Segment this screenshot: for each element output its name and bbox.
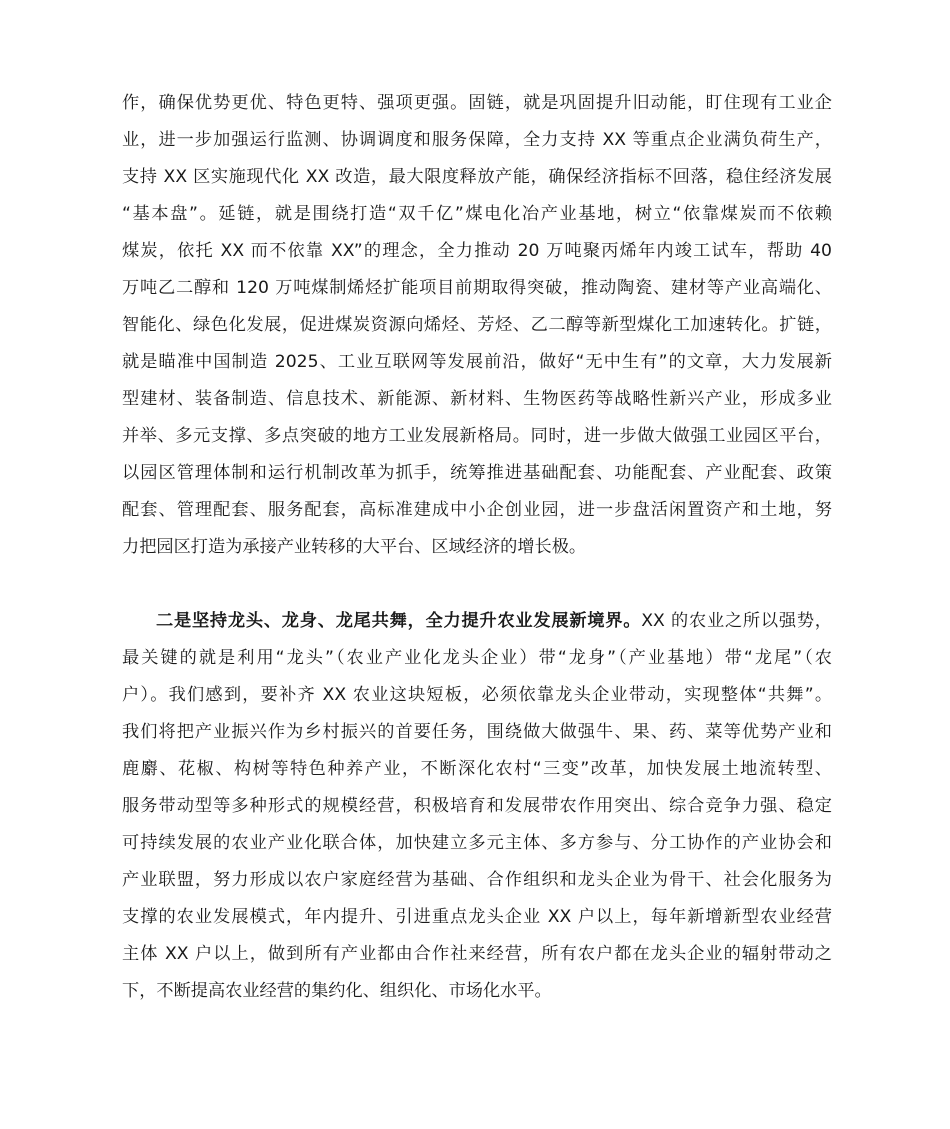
paragraph2-line-4: 我们将把产业振兴作为乡村振兴的首要任务，围绕做大做强牛、果、药、菜等优势产业和: [122, 722, 832, 742]
paragraph2-line-9: 支撑的农业发展模式，年内提升、引进重点龙头企业 XX 户以上，每年新增新型农业经营: [122, 907, 832, 927]
paragraph1-line-1: 作，确保优势更优、特色更特、强项更强。固链，就是巩固提升旧动能，盯住现有工业企: [122, 93, 832, 113]
paragraph1-line-10: 并举、多元支撑、多点突破的地方工业发展新格局。同时，进一步做大做强工业园区平台，: [122, 426, 832, 446]
paragraph2-line-7: 可持续发展的农业产业化联合体，加快建立多元主体、多方参与、分工协作的产业协会和: [122, 833, 832, 853]
paragraph1-line-6: 万吨乙二醇和 120 万吨煤制烯烃扩能项目前期取得突破，推动陶瓷、建材等产业高端化、: [122, 278, 832, 298]
paragraph1-line-3: 支持 XX 区实施现代化 XX 改造，最大限度释放产能，确保经济指标不回落，稳住经济发展: [122, 167, 832, 187]
paragraph1-line-8: 就是瞄准中国制造 2025、工业互联网等发展前沿，做好“无中生有”的文章，大力发展新: [122, 352, 832, 372]
paragraph1-line-2: 业，进一步加强运行监测、协调调度和服务保障，全力支持 XX 等重点企业满负荷生产，: [122, 130, 832, 150]
paragraph2-first-line: [156, 609, 832, 633]
paragraph2-line-2: 最关键的就是利用“龙头”（农业产业化龙头企业）带“龙身”（产业基地）带“龙尾”（农: [122, 648, 832, 668]
paragraph2-line-8: 产业联盟，努力形成以农户家庭经营为基础、合作组织和龙头企业为骨干、社会化服务为: [122, 870, 832, 890]
paragraph2-line-10: 主体 XX 户以上，做到所有产业都由合作社来经营，所有农户都在龙头企业的辐射带动之: [122, 944, 832, 964]
paragraph2-first-line-rest: XX 的农业之所以强势，: [641, 611, 832, 631]
paragraph1-line-11: 以园区管理体制和运行机制改革为抓手，统筹推进基础配套、功能配套、产业配套、政策: [122, 463, 832, 483]
paragraph1-line-5: 煤炭，依托 XX 而不依靠 XX”的理念，全力推动 20 万吨聚丙烯年内竣工试车，帮助 40: [122, 241, 832, 261]
paragraph2-heading: 二是坚持龙头、龙身、龙尾共舞，全力提升农业发展新境界。: [156, 611, 642, 631]
paragraph1-line-12: 配套、管理配套、服务配套，高标准建成中小企创业园，进一步盘活闲置资产和土地，努: [122, 500, 832, 520]
paragraph1-line-4: “基本盘”。延链，就是围绕打造“双千亿”煤电化冶产业基地，树立“依靠煤炭而不依赖: [122, 204, 832, 224]
paragraph2-line-11: 下，不断提高农业经营的集约化、组织化、市场化水平。: [122, 981, 552, 1001]
paragraph2-line-3: 户）。我们感到，要补齐 XX 农业这块短板，必须依靠龙头企业带动，实现整体“共舞”。: [122, 685, 833, 705]
paragraph1-line-13: 力把园区打造为承接产业转移的大平台、区域经济的增长极。: [122, 537, 587, 557]
paragraph2-line-6: 服务带动型等多种形式的规模经营，积极培育和发展带农作用突出、综合竞争力强、稳定: [122, 796, 832, 816]
paragraph1-line-7: 智能化、绿色化发展，促进煤炭资源向烯烃、芳烃、乙二醇等新型煤化工加速转化。扩链，: [122, 315, 832, 335]
paragraph1-line-9: 型建材、装备制造、信息技术、新能源、新材料、生物医药等战略性新兴产业，形成多业: [122, 389, 832, 409]
paragraph2-line-5: 鹿麝、花椒、构树等特色种养产业，不断深化农村“三变”改革，加快发展土地流转型、: [122, 759, 832, 779]
